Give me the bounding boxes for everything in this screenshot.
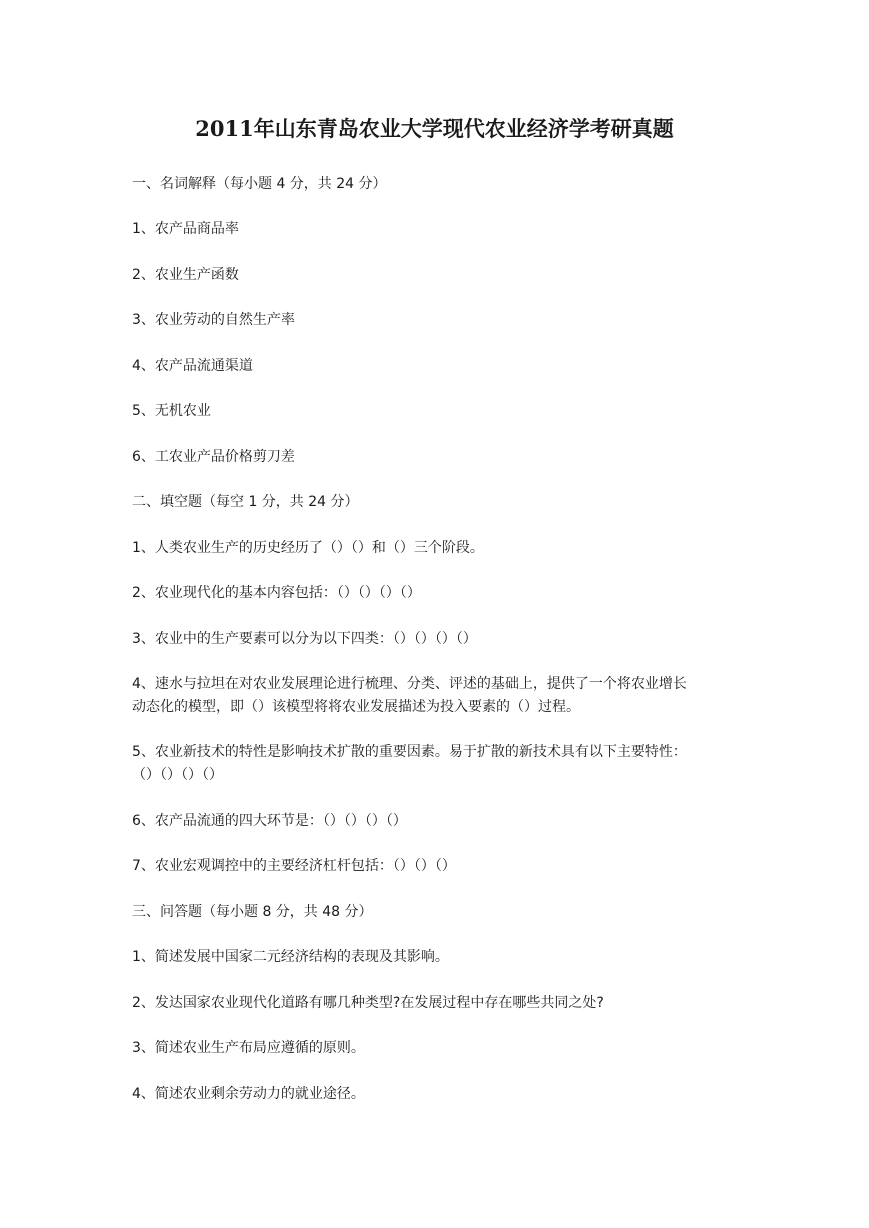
question-item: 5、无机农业 (132, 403, 211, 419)
question-item: 1、人类农业生产的历史经历了（）（）和（）三个阶段。 (132, 540, 484, 556)
question-item: 4、简述农业剩余劳动力的就业途径。 (132, 1086, 365, 1102)
question-item: 3、简述农业生产布局应遵循的原则。 (132, 1040, 365, 1056)
section-heading-short-answer: 三、问答题（每小题 8 分，共 48 分） (132, 904, 373, 920)
question-item-continuation: （）（）（）（） (132, 767, 223, 783)
question-item: 2、发达国家农业现代化道路有哪几种类型?在发展过程中存在哪些共同之处? (132, 995, 604, 1011)
question-item: 4、速水与拉坦在对农业发展理论进行梳理、分类、评述的基础上，提供了一个将农业增长 (132, 676, 687, 692)
question-item: 2、农业生产函数 (132, 267, 239, 283)
question-item-continuation: 动态化的模型，即（）该模型将将农业发展描述为投入要素的（）过程。 (132, 699, 580, 715)
question-item: 4、农产品流通渠道 (132, 358, 253, 374)
question-item: 3、农业中的生产要素可以分为以下四类：（）（）（）（） (132, 631, 477, 647)
question-item: 5、农业新技术的特性是影响技术扩散的重要因素。易于扩散的新技术具有以下主要特性： (132, 744, 687, 760)
question-item: 6、农产品流通的四大环节是：（）（）（）（） (132, 813, 407, 829)
question-item: 1、农产品商品率 (132, 221, 239, 237)
question-item: 6、工农业产品价格剪刀差 (132, 449, 295, 465)
question-item: 1、简述发展中国家二元经济结构的表现及其影响。 (132, 949, 449, 965)
question-item: 3、农业劳动的自然生产率 (132, 312, 295, 328)
document-title: 2011年山东青岛农业大学现代农业经济学考研真题 (195, 116, 674, 141)
question-item: 2、农业现代化的基本内容包括：（）（）（）（） (132, 585, 421, 601)
section-heading-definitions: 一、名词解释（每小题 4 分，共 24 分） (132, 176, 387, 192)
section-heading-fill-in: 二、填空题（每空 1 分，共 24 分） (132, 494, 359, 510)
question-item: 7、农业宏观调控中的主要经济杠杆包括：（）（）（） (132, 858, 456, 874)
